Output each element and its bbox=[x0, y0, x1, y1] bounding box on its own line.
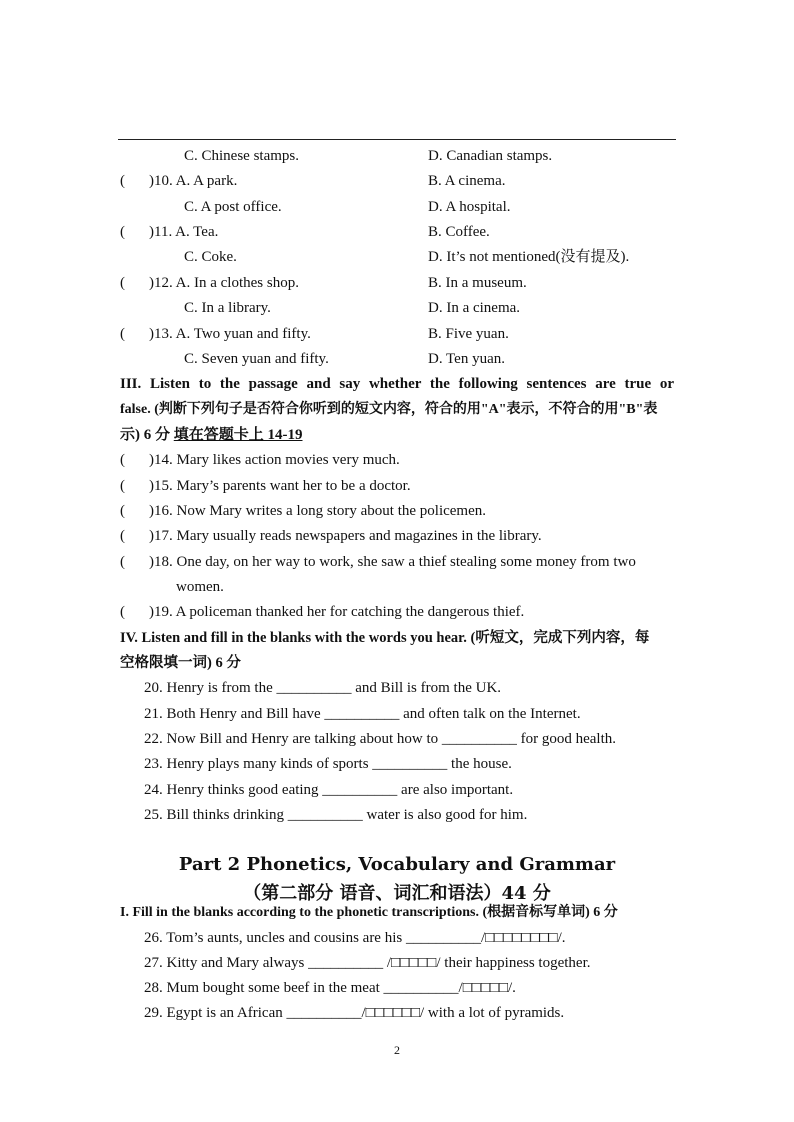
section3-answer-card-note: 填在答题卡上 14-19 bbox=[173, 427, 303, 443]
part2-subtitle: （第二部分 语音、词汇和语法）44 分 bbox=[243, 883, 551, 904]
q13-option-c: C. Seven yuan and fifty. bbox=[184, 351, 329, 367]
q21-text: 21. Both Henry and Bill have __________ and often talk on the Internet. bbox=[144, 706, 581, 722]
q11-option-c: C. Coke. bbox=[184, 249, 237, 265]
q13-option-b: B. Five yuan. bbox=[428, 326, 509, 342]
q9-option-c: C. Chinese stamps. bbox=[184, 148, 299, 164]
q22-text: 22. Now Bill and Henry are talking about how to __________ for good health. bbox=[144, 731, 617, 747]
q11-paren: ( bbox=[120, 224, 125, 240]
header-rule bbox=[118, 139, 676, 140]
q12-option-c: C. In a library. bbox=[184, 300, 271, 316]
q11-option-b: B. Coffee. bbox=[428, 224, 490, 240]
q15-paren: ( bbox=[120, 478, 125, 494]
part2-section1-instruction: I. Fill in the blanks according to the phonetic transcriptions. (根据音标写单词) 6 分 bbox=[120, 905, 618, 920]
q19-paren: ( bbox=[120, 604, 125, 620]
q11-option-d: D. It’s not mentioned(没有提及). bbox=[428, 249, 630, 265]
q10-option-b: B. A cinema. bbox=[428, 173, 506, 189]
section3-instruction-line3 bbox=[120, 426, 303, 444]
q13-paren: ( bbox=[120, 326, 125, 342]
q14-paren: ( bbox=[120, 452, 125, 468]
q28-text: 28. Mum bought some beef in the meat __________/□□□□□/. bbox=[144, 980, 516, 996]
page-number: 2 bbox=[394, 1043, 400, 1057]
q14-text: )14. Mary likes action movies very much. bbox=[149, 452, 400, 468]
section3-score: 示) 6 分 bbox=[120, 427, 174, 443]
part2-title: Part 2 Phonetics, Vocabulary and Grammar bbox=[178, 854, 616, 875]
q9-option-d: D. Canadian stamps. bbox=[428, 148, 553, 164]
q13-option-d: D. Ten yuan. bbox=[428, 351, 505, 367]
q29-text: 29. Egypt is an African __________/□□□□□□/ with a lot of pyramids. bbox=[144, 1005, 565, 1021]
q12-option-b: B. In a museum. bbox=[428, 275, 527, 291]
q27-text: 27. Kitty and Mary always __________ /□□□□□/ their happiness together. bbox=[144, 955, 591, 971]
q24-text: 24. Henry thinks good eating __________ are also important. bbox=[144, 782, 514, 798]
q17-text: )17. Mary usually reads newspapers and magazines in the library. bbox=[149, 528, 542, 544]
section3-instruction-line2: false. (判断下列句子是否符合你听到的短文内容，符合的用"A"表示，不符合的用"B"表 bbox=[120, 402, 658, 417]
q18-paren: ( bbox=[120, 554, 125, 570]
q10-option-d: D. A hospital. bbox=[428, 199, 511, 215]
q20-text: 20. Henry is from the __________ and Bill is from the UK. bbox=[144, 680, 502, 696]
q23-text: 23. Henry plays many kinds of sports __________ the house. bbox=[144, 756, 512, 772]
q13-option-a: )13. A. Two yuan and fifty. bbox=[149, 326, 311, 342]
q12-option-d: D. In a cinema. bbox=[428, 300, 521, 316]
q26-text: 26. Tom’s aunts, uncles and cousins are his __________/□□□□□□□□/. bbox=[144, 930, 566, 946]
section4-instruction-line2: 空格限填一词) 6 分 bbox=[120, 655, 241, 671]
section4-instruction-line1: IV. Listen and fill in the blanks with the words you hear. (听短文，完成下列内容，每 bbox=[120, 630, 650, 646]
q16-text: )16. Now Mary writes a long story about the policemen. bbox=[149, 503, 487, 519]
q11-option-a: )11. A. Tea. bbox=[149, 224, 219, 240]
q18-text-continued: women. bbox=[176, 579, 224, 595]
q19-text: )19. A policeman thanked her for catching the dangerous thief. bbox=[149, 604, 525, 620]
q12-option-a: )12. A. In a clothes shop. bbox=[149, 275, 299, 291]
q15-text: )15. Mary’s parents want her to be a doctor. bbox=[149, 478, 411, 494]
q25-text: 25. Bill thinks drinking __________ water is also good for him. bbox=[144, 807, 528, 823]
q16-paren: ( bbox=[120, 503, 125, 519]
q18-text: )18. One day, on her way to work, she saw a thief stealing some money from two bbox=[149, 554, 636, 570]
q17-paren: ( bbox=[120, 528, 125, 544]
q10-option-a: )10. A. A park. bbox=[149, 173, 238, 189]
section3-instruction-line1: III. Listen to the passage and say whether the following sentences are true or bbox=[120, 376, 674, 392]
q10-paren: ( bbox=[120, 173, 125, 189]
q10-option-c: C. A post office. bbox=[184, 199, 282, 215]
q12-paren: ( bbox=[120, 275, 125, 291]
